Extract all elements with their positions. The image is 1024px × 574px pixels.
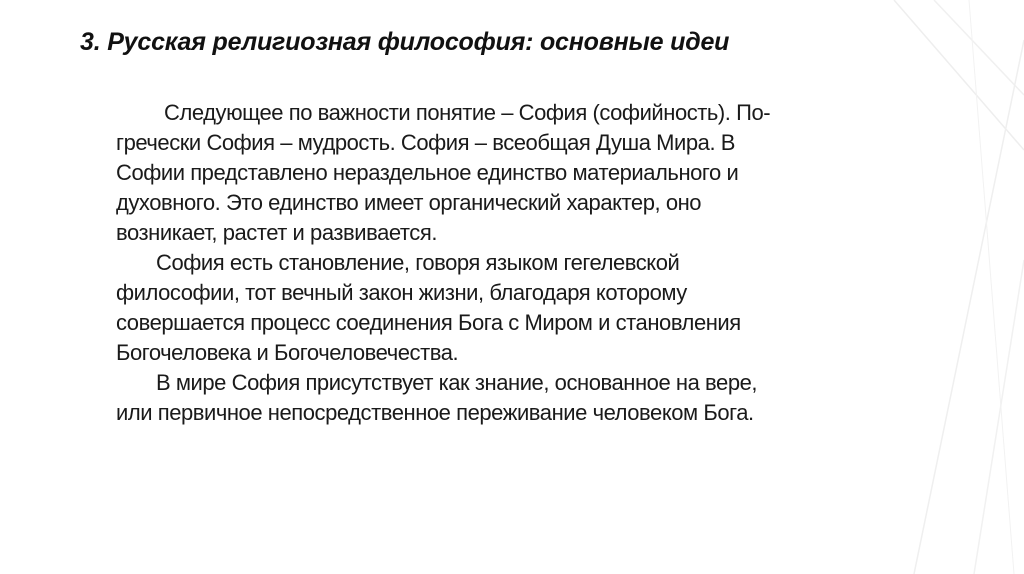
text-line: София есть становление, говоря языком гегелевской xyxy=(156,250,680,275)
text-line: гречески София – мудрость. София – всеобщая Душа Мира. В xyxy=(116,130,736,155)
paragraph-sophia-definition xyxy=(116,98,946,248)
text-line: возникает, растет и развивается. xyxy=(116,220,437,245)
text-line: В мире София присутствует как знание, основанное на вере, xyxy=(156,370,758,395)
text-line: или первичное непосредственное переживание человеком Бога. xyxy=(116,400,754,425)
text-line: Софии представлено нераздельное единство материального и xyxy=(116,160,739,185)
slide-title: 3. Русская религиозная философия: основные идеи xyxy=(80,28,730,56)
slide-body xyxy=(116,98,946,428)
text-line: Следующее по важности понятие – София (софийность). По- xyxy=(164,100,771,125)
paragraph-sophia-knowledge xyxy=(116,368,946,428)
text-line: совершается процесс соединения Бога с Миром и становления xyxy=(116,310,741,335)
text-line: Богочеловека и Богочеловечества. xyxy=(116,340,459,365)
text-line: философии, тот вечный закон жизни, благодаря которому xyxy=(116,280,687,305)
paragraph-sophia-becoming xyxy=(116,248,946,368)
text-line: духовного. Это единство имеет органический характер, оно xyxy=(116,190,702,215)
